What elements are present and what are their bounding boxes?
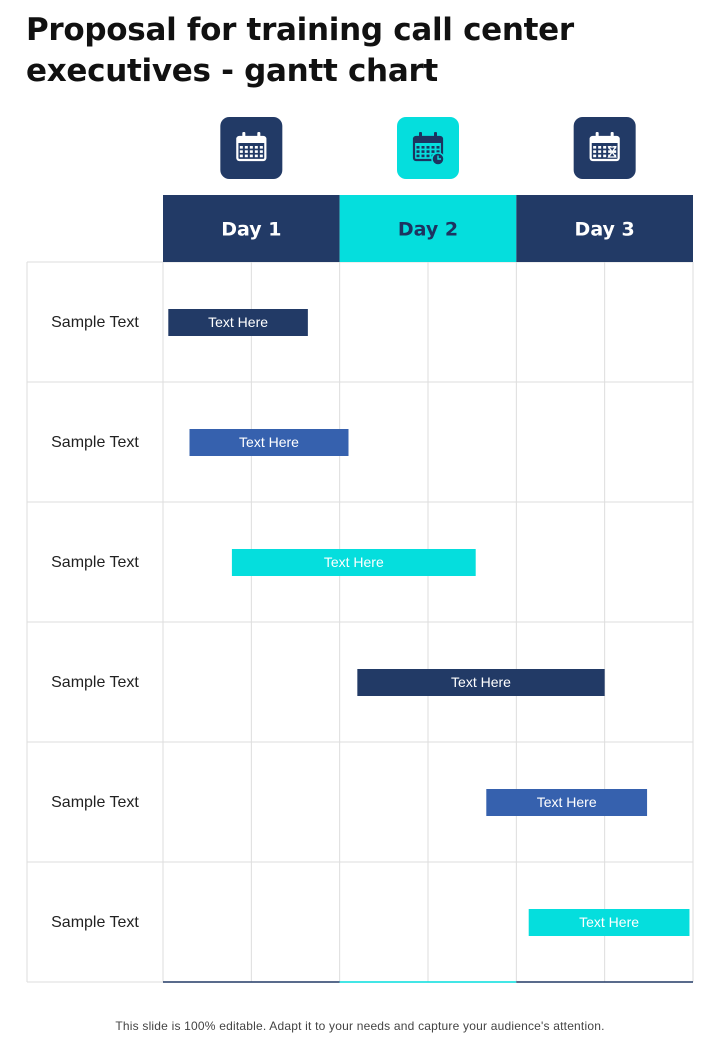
calendar-cell <box>427 150 430 153</box>
day-header-label: Day 3 <box>574 218 635 241</box>
task-bar-label: Text Here <box>239 434 299 450</box>
row-label: Sample Text <box>51 314 139 331</box>
calendar-cell <box>255 150 258 153</box>
calendar-cell <box>603 146 606 149</box>
calendar-cell <box>422 146 425 149</box>
calendar-cell <box>422 155 425 158</box>
calendar-cell <box>417 150 420 153</box>
calendar-cell <box>593 150 596 153</box>
task-bar-label: Text Here <box>323 554 384 570</box>
calendar-cell <box>240 150 243 153</box>
calendar-top-bar <box>414 137 442 143</box>
calendar-top-bar <box>237 137 265 143</box>
calendar-ring <box>257 132 260 140</box>
calendar-cell <box>603 155 606 158</box>
calendar-cell <box>598 155 601 158</box>
calendar-cell <box>245 146 248 149</box>
calendar-cell <box>250 155 253 158</box>
task-bar-label: Text Here <box>208 314 269 330</box>
task-bar-label: Text Here <box>451 674 511 690</box>
row-label: Sample Text <box>51 794 139 811</box>
calendar-cell <box>260 155 263 158</box>
calendar-cell <box>593 155 596 158</box>
calendar-cell <box>250 146 253 149</box>
calendar-cell <box>417 155 420 158</box>
task-bar-label: Text Here <box>579 914 640 930</box>
calendar-ring <box>434 132 437 140</box>
calendar-cell <box>598 146 601 149</box>
calendar-cell <box>593 146 596 149</box>
day-header-label: Day 2 <box>397 218 459 241</box>
calendar-cell <box>422 150 425 153</box>
calendar-ring <box>611 132 614 140</box>
slide-title: Proposal for training call center executives - gantt chart <box>26 12 574 89</box>
calendar-cell <box>427 146 430 149</box>
calendar-cell <box>245 155 248 158</box>
row-label: Sample Text <box>51 914 139 931</box>
calendar-cell <box>437 146 440 149</box>
task-bar-label: Text Here <box>536 794 597 810</box>
day-header-label: Day 1 <box>221 218 282 241</box>
calendar-cell <box>255 146 258 149</box>
calendar-cell <box>240 146 243 149</box>
calendar-cell <box>260 146 263 149</box>
calendar-cell <box>240 155 243 158</box>
calendar-cell <box>598 150 601 153</box>
calendar-cell <box>260 150 263 153</box>
calendar-cell <box>417 146 420 149</box>
row-label: Sample Text <box>51 674 139 691</box>
calendar-ring <box>242 132 245 140</box>
calendar-cell <box>427 155 430 158</box>
row-label: Sample Text <box>51 554 139 571</box>
calendar-cell <box>432 150 435 153</box>
calendar-cell <box>250 150 253 153</box>
calendar-ring <box>596 132 599 140</box>
row-label: Sample Text <box>51 434 139 451</box>
calendar-cell <box>255 155 258 158</box>
calendar-cell <box>603 150 606 153</box>
footer-note: This slide is 100% editable. Adapt it to your needs and capture your audience's attention. <box>115 1019 605 1033</box>
calendar-cell <box>245 150 248 153</box>
calendar-top-bar <box>591 137 619 143</box>
calendar-ring <box>419 132 422 140</box>
calendar-cell <box>432 146 435 149</box>
